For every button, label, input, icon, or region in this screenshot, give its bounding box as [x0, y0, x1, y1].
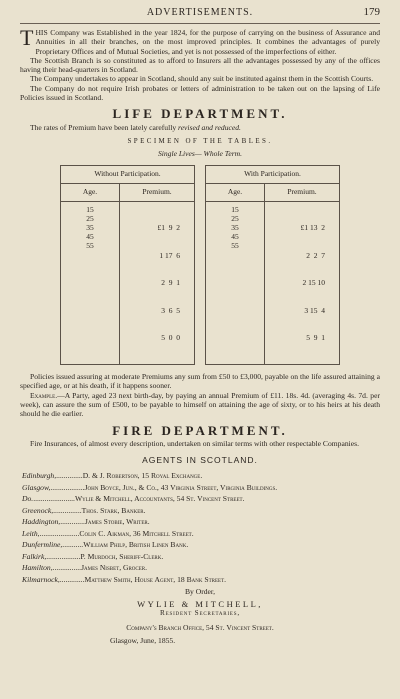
leader-dots: .................. [50, 482, 85, 492]
example-text: —A Party, aged 23 next birth-day, by paying an annual Premium of £11. 18s. 4d. (averaging 4s. 7d. per week), can assure the sum of £500, to be payable to himself on attaining the age of sixty, or to his heirs at his death should he die earlier. [20, 390, 380, 419]
drop-cap: T [20, 25, 34, 50]
specimen-heading: SPECIMEN OF THE TABLES. [127, 136, 273, 145]
ages-without-column [61, 201, 120, 364]
table-cell: 2 2 7 [306, 250, 325, 260]
agent-name: Matthew Smith, House Agent, 18 Bank Street. [84, 574, 227, 584]
list-item [22, 562, 380, 574]
agents-list [20, 470, 380, 585]
table-cell: 5 9 1 [306, 333, 325, 343]
leader-dots: ............. [60, 517, 85, 527]
table-cell: 25 [86, 213, 94, 223]
agent-place: Haddington, [22, 517, 61, 527]
agent-name: Thos. Stark, Banker. [81, 505, 146, 515]
age-header-without: Age. [61, 183, 120, 201]
table-cell: 25 [231, 213, 239, 223]
policies-paragraph: Policies issued assuring at moderate Premiums any sum from £50 to £3,000, payable on the life assured attaining a specified age, or at his death, if it happens sooner. [20, 372, 380, 391]
premium-table [60, 165, 340, 365]
table-cell: 45 [231, 232, 239, 242]
leader-dots: ............... [53, 505, 82, 515]
table-cell: 2 15 10 [302, 278, 325, 288]
premium-header-without: Premium. [120, 183, 195, 201]
agent-place: Do. [22, 494, 34, 504]
premium-tables [20, 165, 380, 365]
premium-header-with: Premium. [265, 183, 340, 201]
ages-with-column [206, 201, 265, 364]
leader-dots: ........... [62, 540, 84, 550]
agent-place: Hamilton, [22, 563, 53, 573]
agent-place: Edinburgh, [22, 471, 57, 481]
table-cell: 3 6 5 [161, 305, 180, 315]
table-cell: 15 [231, 204, 239, 214]
table-cell: 55 [231, 241, 239, 251]
leader-dots: ..................... [39, 528, 80, 538]
agent-name: D. & J. Robertson, 15 Royal Exchange. [82, 471, 203, 481]
leader-dots: .................. [46, 551, 81, 561]
agent-place: Greenock, [22, 505, 54, 515]
intro-text-1: HIS Company was Established in the year 1824, for the purpose of carrying on the business of Assurance and Annuities in all their branches, on the most improved principles. It combines the advantages of purely Proprietary Offices and of Mutual Societies, and yet is not possessed of the imperfections of either. [35, 28, 380, 56]
branch-office: Company's Branch Office, 54 St. Vincent Street. [126, 623, 274, 633]
header-title: ADVERTISEMENTS. [146, 7, 254, 18]
list-item [22, 493, 380, 505]
list-item [22, 528, 380, 540]
table-cell: 2 9 1 [161, 278, 180, 288]
leader-dots: .............. [56, 471, 83, 481]
list-item [22, 470, 380, 482]
firm-name: WYLIE & MITCHELL, [137, 598, 263, 609]
table-cell: 1 17 6 [159, 250, 180, 260]
leader-dots: ............. [59, 574, 85, 584]
example-label: Example. [30, 390, 58, 400]
table-cell: 15 [86, 204, 94, 214]
rates-emphasis: revised and reduced. [178, 122, 241, 132]
premiums-without-column [120, 201, 195, 364]
with-participation-header: With Participation. [206, 165, 340, 183]
fire-department-heading: FIRE DEPARTMENT. [112, 422, 288, 438]
agent-place: Dunfermline, [22, 540, 63, 550]
leader-dots: ...................... [33, 494, 75, 504]
running-header [20, 0, 380, 24]
agents-heading: AGENTS IN SCOTLAND. [142, 455, 258, 466]
table-cell: 35 [86, 222, 94, 232]
intro-paragraph-3: The Company undertakes to appear in Scotland, should any suit be instituted against them in the Scottish Courts. [30, 74, 374, 84]
agent-name: James Nisbet, Grocer. [81, 563, 148, 573]
agent-name: William Philp, British Linen Bank. [83, 540, 189, 550]
intro-paragraph-4: The Company do not require Irish probates or letters of administration to be taken out on the lapsing of Life Policies issued in Scotland. [20, 83, 380, 103]
list-item [22, 505, 380, 517]
example-paragraph [20, 391, 380, 419]
page-number: 179 [363, 6, 380, 18]
without-participation-header: Without Participation. [61, 165, 195, 183]
table-subtitle: Single Lives— Whole Term. [157, 149, 243, 159]
date-line: Glasgow, June, 1855. [110, 635, 176, 645]
fire-paragraph: Fire Insurances, of almost every description, undertaken on similar terms with other respectable Companies. [30, 438, 359, 448]
agent-name: P. Murdoch, Sheriff-Clerk. [80, 551, 164, 561]
agent-name: Wylie & Mitchell, Accountants, 54 St. Vincent Street. [74, 494, 245, 504]
rates-text: The rates of Premium have been lately carefully [30, 122, 179, 132]
list-item [22, 539, 380, 551]
table-cell: £1 13 2 [300, 222, 325, 232]
leader-dots: ............... [52, 563, 82, 573]
intro-paragraph-2: The Scottish Branch is so constituted as to afford to Insurers all the advantages possessed by any of the offices having their head-quarters in Scotland. [20, 55, 380, 75]
list-item [22, 574, 380, 586]
by-order: By Order, [184, 587, 216, 597]
agent-name: John Boyce, Jun., & Co., 43 Virginia Street, Virginia Buildings. [84, 482, 278, 492]
table-cell: 35 [231, 222, 239, 232]
agent-place: Leith, [22, 528, 40, 538]
resident-secretaries: Resident Secretaries, [160, 608, 240, 617]
agent-place: Falkirk, [22, 551, 47, 561]
table-cell: 5 0 0 [161, 333, 180, 343]
table-cell: 45 [86, 232, 94, 242]
intro-paragraph-1 [20, 25, 380, 56]
agent-place: Kilmarnock, [22, 574, 60, 584]
table-cell: 3 15 4 [304, 305, 325, 315]
list-item [22, 516, 380, 528]
life-department-heading: LIFE DEPARTMENT. [112, 106, 288, 122]
list-item [22, 551, 380, 563]
age-header-with: Age. [206, 183, 265, 201]
table-cell: 55 [86, 241, 94, 251]
table-cell: £1 9 2 [157, 222, 180, 232]
rates-line [20, 123, 380, 132]
premiums-with-column [265, 201, 340, 364]
agent-place: Glasgow, [22, 482, 51, 492]
page-body [10, 24, 390, 645]
agent-name: James Stobie, Writer. [84, 517, 150, 527]
list-item [22, 482, 380, 494]
agent-name: Colin C. Aikman, 36 Mitchell Street. [79, 528, 194, 538]
